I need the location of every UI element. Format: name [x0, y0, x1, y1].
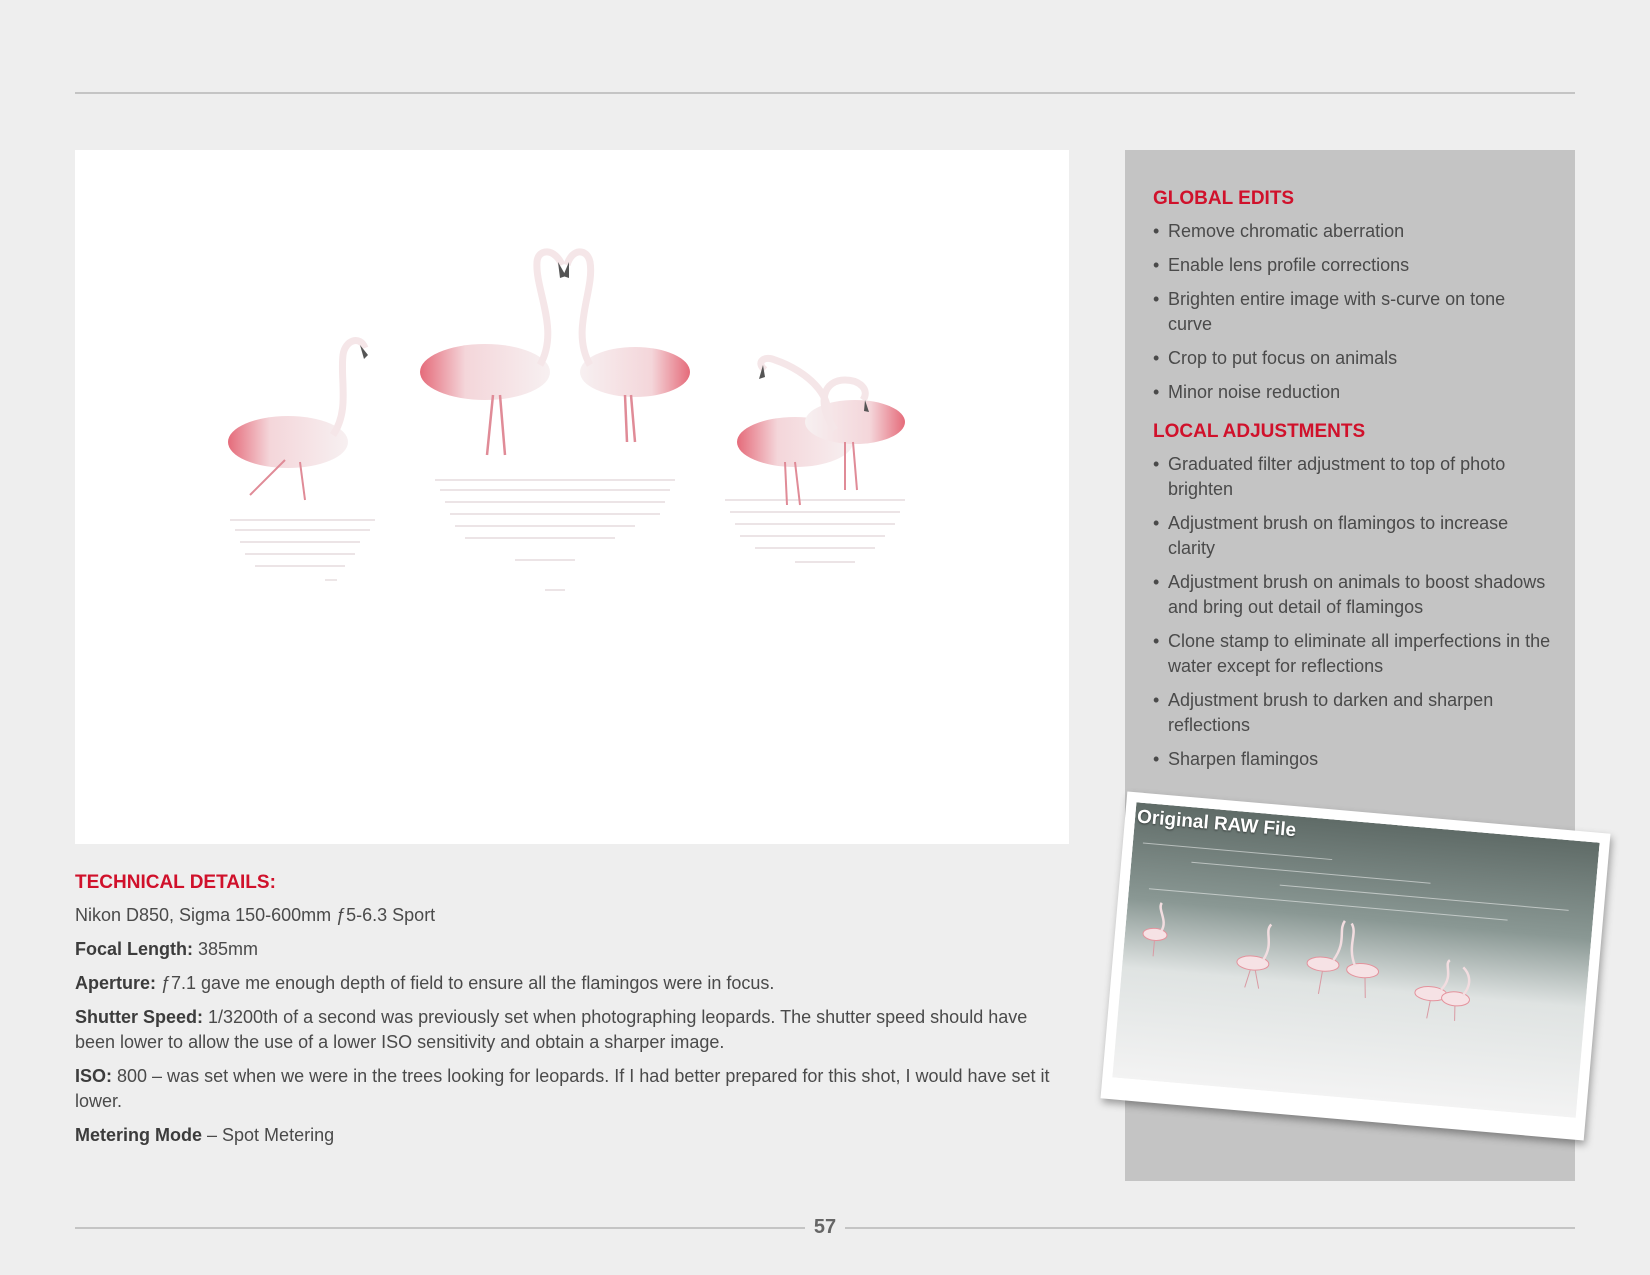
bottom-rule-left — [75, 1227, 805, 1229]
aperture — [75, 971, 1065, 996]
edits-sidebar-content — [1153, 186, 1553, 786]
original-raw-file-label: Original RAW File — [1136, 806, 1297, 842]
local-adjustments-heading: LOCAL ADJUSTMENTS — [1153, 421, 1366, 442]
original-raw-photo-card — [1101, 791, 1611, 1140]
local-adjustment-item: • Sharpen flamingos — [1153, 747, 1553, 772]
bottom-rule-right — [845, 1227, 1575, 1229]
shutter-speed — [75, 1005, 1065, 1055]
flamingo-illustration — [75, 150, 1069, 844]
metering-mode — [75, 1123, 1065, 1148]
global-edit-item: • Crop to put focus on animals — [1153, 346, 1553, 371]
shutter-speed-value: 1/3200th of a second was previously set when photographing leopards. The shutter speed should have been lower to allow the use of a lower ISO sensitivity and obtain a sharper image. — [75, 1007, 1028, 1052]
technical-details-heading: TECHNICAL DETAILS: — [75, 872, 276, 893]
focal-length-label: Focal Length: — [75, 939, 193, 959]
aperture-label: Aperture: — [75, 973, 157, 993]
local-adjustment-item: • Adjustment brush on flamingos to increase clarity — [1153, 511, 1553, 561]
top-rule — [75, 92, 1575, 94]
technical-details — [75, 870, 1065, 1157]
flamingo-2 — [420, 252, 566, 455]
focal-length-value: 385mm — [193, 939, 259, 959]
global-edit-item: • Remove chromatic aberration — [1153, 219, 1553, 244]
local-adjustment-item: • Adjustment brush to darken and sharpen reflections — [1153, 688, 1553, 738]
local-adjustment-item: • Graduated filter adjustment to top of photo brighten — [1153, 452, 1553, 502]
metering-mode-label: Metering Mode — [75, 1125, 203, 1145]
global-edits-heading: GLOBAL EDITS — [1153, 188, 1295, 209]
iso-label: ISO: — [75, 1066, 113, 1086]
shutter-speed-label: Shutter Speed: — [75, 1007, 204, 1027]
local-adjustment-item: • Clone stamp to eliminate all imperfections in the water except for reflections — [1153, 629, 1553, 679]
iso-value: 800 – was set when we were in the trees looking for leopards. If I had better prepared for this shot, I would have set it lower. — [75, 1066, 1050, 1111]
raw-photo-illustration — [1112, 802, 1599, 1117]
global-edit-item: • Brighten entire image with s-curve on tone curve — [1153, 287, 1553, 337]
global-edits-list — [1153, 219, 1553, 405]
page-number: 57 — [813, 1216, 837, 1238]
flamingo-3 — [563, 252, 690, 442]
metering-mode-value: – Spot Metering — [202, 1125, 335, 1145]
focal-length — [75, 937, 1065, 962]
original-raw-photo — [1112, 802, 1599, 1117]
flamingo-1 — [228, 341, 368, 500]
local-adjustments-list — [1153, 452, 1553, 772]
global-edit-item: • Enable lens profile corrections — [1153, 253, 1553, 278]
camera-gear: Nikon D850, Sigma 150-600mm ƒ5-6.3 Sport — [75, 905, 436, 925]
local-adjustment-item: • Adjustment brush on animals to boost shadows and bring out detail of flamingos — [1153, 570, 1553, 620]
global-edit-item: • Minor noise reduction — [1153, 380, 1553, 405]
main-photo-flamingos — [75, 150, 1069, 844]
aperture-value: ƒ7.1 gave me enough depth of field to ensure all the flamingos were in focus. — [156, 973, 775, 993]
iso — [75, 1064, 1065, 1114]
